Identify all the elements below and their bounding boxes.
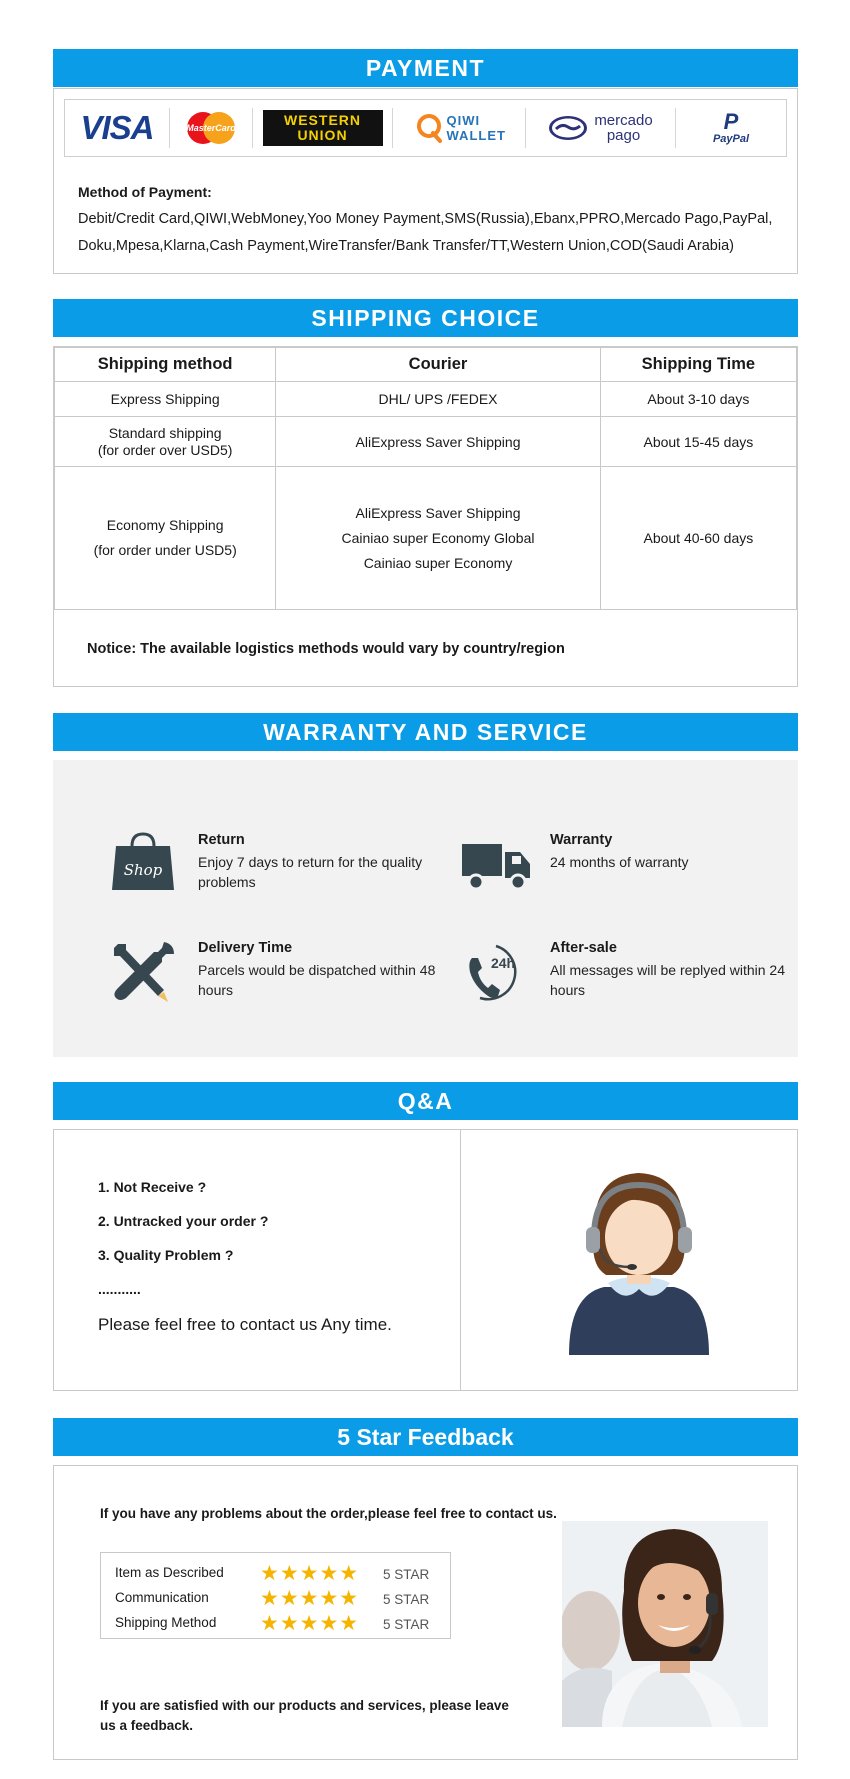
row-method: Standard shipping (for order over USD5) [55,417,276,467]
aftersale-desc: All messages will be replyed within 24 hours [550,962,785,998]
row-courier: AliExpress Saver Shipping Cainiao super Economy Global Cainiao super Economy [276,467,600,610]
qa-questions [98,1170,268,1306]
return-title: Return [198,832,245,848]
qa-box [53,1129,798,1391]
row-time: About 3-10 days [600,382,796,417]
shipping-notice: Notice: The available logistics methods would vary by country/region [87,641,565,657]
qa-question: 3. Quality Problem ? [98,1247,234,1263]
rating-label: Item as Described [115,1565,224,1580]
payment-methods [78,179,778,260]
row-courier: AliExpress Saver Shipping [276,417,600,467]
star-rating-icon: ★★★★★ [260,1612,360,1635]
rating-value: 5 STAR [383,1617,430,1632]
row-method: Economy Shipping (for order under USD5) [55,467,276,610]
table-row [55,382,797,417]
tools-icon [108,940,178,1004]
header-method: Shipping method [55,348,276,382]
feedback-banner [53,1418,798,1456]
qa-question: 2. Untracked your order ? [98,1213,269,1229]
payment-title: PAYMENT [365,55,486,81]
shop-bag-icon [108,832,178,896]
delivery-desc: Parcels would be dispatched within 48 hours [198,962,436,998]
return-desc: Enjoy 7 days to return for the quality problems [198,854,423,890]
table-row [55,467,797,610]
svg-text:Shop: Shop [123,861,163,879]
paypal-p-icon: P [723,109,739,134]
method-label: Method of Payment: [78,184,212,200]
shipping-table [54,347,797,610]
table-row [55,417,797,467]
delivery-title: Delivery Time [198,940,293,956]
mercado-pago-logo: mercado pago [526,108,676,148]
feedback-title: 5 Star Feedback [337,1424,514,1450]
warranty-item-desc: 24 months of warranty [550,854,689,870]
header-time: Shipping Time [600,348,796,382]
payment-logos [64,99,787,157]
mastercard-logo: MasterCard [170,108,253,148]
svg-text:24h: 24h [490,955,516,971]
handshake-icon [548,114,588,142]
table-header-row [55,348,797,382]
aftersale-title: After-sale [550,940,617,956]
qa-divider [460,1130,461,1390]
method-list: Debit/Credit Card,QIWI,WebMoney,Yoo Money Payment,SMS(Russia),Ebanx,PPRO,Mercado Pago,PayPal, Doku,Mpesa,Klarna,Cash Payment,WireTransfer/Bank Transfer/TT,Western Union,COD(Saudi Arabia) [78,211,773,254]
rating-label: Communication [115,1590,209,1605]
shipping-banner [53,299,798,337]
warranty-title: WARRANTY AND SERVICE [263,719,588,745]
rating-table [100,1552,451,1639]
support-woman-photo [562,1521,768,1727]
warranty-banner [53,713,798,751]
support-agent-illustration [564,1165,714,1355]
shipping-box [53,346,798,687]
rating-row [115,1611,445,1635]
payment-box [53,88,798,274]
rating-row [115,1561,445,1585]
rating-value: 5 STAR [383,1567,430,1582]
rating-row [115,1586,445,1610]
row-time: About 40-60 days [600,467,796,610]
feedback-intro: If you have any problems about the order,please feel free to contact us. [100,1506,557,1521]
qa-question: 1. Not Receive ? [98,1179,207,1195]
qa-contact-text: Please feel free to contact us Any time. [98,1315,392,1334]
rating-value: 5 STAR [383,1592,430,1607]
qa-title: Q&A [397,1088,454,1114]
row-courier: DHL/ UPS /FEDEX [276,382,600,417]
warranty-panel [53,760,798,1057]
shipping-title: SHIPPING CHOICE [311,305,540,331]
row-method: Express Shipping [55,382,276,417]
rating-label: Shipping Method [115,1615,217,1630]
feedback-outro: If you are satisfied with our products and services, please leave us a feedback. [100,1698,509,1733]
phone-24h-icon [460,940,530,1004]
row-time: About 15-45 days [600,417,796,467]
qa-ellipsis: ........... [98,1281,141,1297]
warranty-item-title: Warranty [550,832,613,848]
feedback-box [53,1465,798,1760]
header-courier: Courier [276,348,600,382]
star-rating-icon: ★★★★★ [260,1562,360,1585]
qiwi-logo: QIWI WALLET [393,108,526,148]
qiwi-icon [417,113,443,143]
truck-icon [460,832,530,896]
payment-banner [53,49,798,87]
qa-banner [53,1082,798,1120]
star-rating-icon: ★★★★★ [260,1587,360,1610]
western-union-logo: WESTERN UNION [253,108,393,148]
visa-logo: VISA [65,108,170,148]
paypal-logo: P PayPal [712,109,750,145]
